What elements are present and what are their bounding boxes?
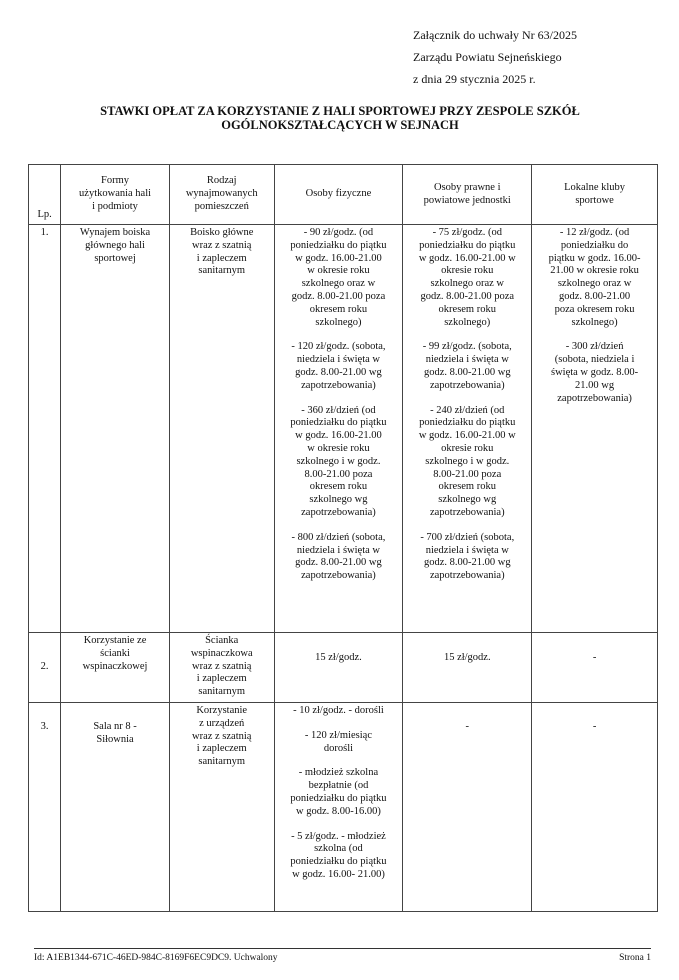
table-row (29, 633, 658, 703)
rate-entry: - 99 zł/godz. (sobota, niedziela i święta w godz. 8.00-21.00 wg zapotrzebowania) (422, 341, 512, 391)
table-row (29, 225, 658, 633)
document-title: STAWKI OPŁAT ZA KORZYSTANIE Z HALI SPORTOWEJ PRZY ZESPOLE SZKÓŁ OGÓLNOKSZTAŁCĄCYCH W SEJNACH (100, 104, 580, 132)
rate-entry: - 12 zł/godz. (od poniedziałku do piątku w godz. 16.00- 21.00 w okresie roku szkolnego oraz w godz. 8.00-21.00 poza okresem roku szkolnego) (548, 227, 641, 328)
row2-forma: Korzystanie ze ścianki wspinaczkowej (61, 633, 170, 703)
header-prawne: Osoby prawne i powiatowe jednostki (403, 165, 532, 225)
rate-entry: - 800 zł/dzień (sobota, niedziela i święta w godz. 8.00-21.00 wg zapotrzebowania) (291, 531, 386, 582)
header-line-board: Zarządu Powiatu Sejneńskiego (413, 50, 562, 64)
fees-table (28, 164, 658, 912)
row1-fizyczne (274, 225, 403, 633)
row1-kluby (532, 225, 658, 633)
row2-fizyczne: 15 zł/godz. (274, 633, 403, 703)
page-number: Strona 1 (619, 953, 651, 963)
row1-forma: Wynajem boiska głównego hali sportowej (61, 225, 170, 633)
row3-rodzaj: Korzystanie z urządzeń wraz z szatnią i zapleczem sanitarnym (169, 703, 274, 912)
row2-kluby: - (532, 633, 658, 703)
footer-divider (34, 948, 651, 949)
rate-entry: - 700 zł/dzień (sobota, niedziela i święta w godz. 8.00-21.00 wg zapotrzebowania) (420, 531, 515, 582)
row1-rodzaj: Boisko główne wraz z szatnią i zapleczem sanitarnym (169, 225, 274, 633)
row2-prawne: 15 zł/godz. (403, 633, 532, 703)
row3-kluby: - (532, 703, 658, 912)
row3-fizyczne (274, 703, 403, 912)
row2-rodzaj: Ścianka wspinaczkowa wraz z szatnią i zapleczem sanitarnym (169, 633, 274, 703)
row3-forma: Sala nr 8 - Siłownia (61, 703, 170, 912)
header-fizyczne: Osoby fizyczne (274, 165, 403, 225)
table-row (29, 703, 658, 912)
table-header-row (29, 165, 658, 225)
header-lp: Lp. (29, 165, 61, 225)
rate-entry: - 120 zł/godz. (sobota, niedziela i święta w godz. 8.00-21.00 wg zapotrzebowania) (291, 341, 386, 391)
document-id: Id: A1EB1344-671C-46ED-984C-8169F6EC9DC9. Uchwalony (34, 953, 278, 963)
row1-prawne (403, 225, 532, 633)
rate-entry: - młodzież szkolna bezpłatnie (od poniedziałku do piątku w godz. 8.00-16.00) (290, 767, 387, 817)
row3-prawne: - (403, 703, 532, 912)
attachment-header (413, 24, 577, 90)
row3-lp: 3. (29, 703, 61, 912)
header-kluby: Lokalne kluby sportowe (532, 165, 658, 225)
row1-lp: 1. (29, 225, 61, 633)
row2-lp: 2. (29, 633, 61, 703)
rate-entry: - 300 zł/dzień (sobota, niedziela i święta w godz. 8.00- 21.00 wg zapotrzebowania) (550, 341, 639, 404)
rate-entry: - 10 zł/godz. - dorośli (293, 705, 384, 716)
header-line-resolution: Załącznik do uchwały Nr 63/2025 (413, 28, 577, 42)
rate-entry: - 120 zł/miesiąc dorośli (304, 729, 372, 754)
header-forma: Formy użytkowania hali i podmioty (61, 165, 170, 225)
rate-entry: - 360 zł/dzień (od poniedziałku do piątku w godz. 16.00-21.00 w okresie roku szkolnego i w godz. 8.00-21.00 poza okresem roku szkolnego wg zapotrzebowania) (290, 404, 387, 518)
rate-entry: - 90 zł/godz. (od poniedziałku do piątku w godz. 16.00-21.00 w okresie roku szkolnego oraz w godz. 8.00-21.00 poza okresem roku szkolnego) (290, 227, 387, 328)
rate-entry: - 240 zł/dzień (od poniedziałku do piątku w godz. 16.00-21.00 w okresie roku szkolnego i w godz. 8.00-21.00 poza okresem roku szkolnego wg zapotrzebowania) (418, 404, 516, 518)
rate-entry: - 5 zł/godz. - młodzież szkolna (od poniedziałku do piątku w godz. 16.00- 21.00) (290, 830, 387, 880)
header-line-date: z dnia 29 stycznia 2025 r. (413, 72, 536, 86)
header-rodzaj: Rodzaj wynajmowanych pomieszczeń (169, 165, 274, 225)
rate-entry: - 75 zł/godz. (od poniedziałku do piątku w godz. 16.00-21.00 w okresie roku szkolnego oraz w godz. 8.00-21.00 poza okresem roku szkolnego) (418, 227, 516, 328)
